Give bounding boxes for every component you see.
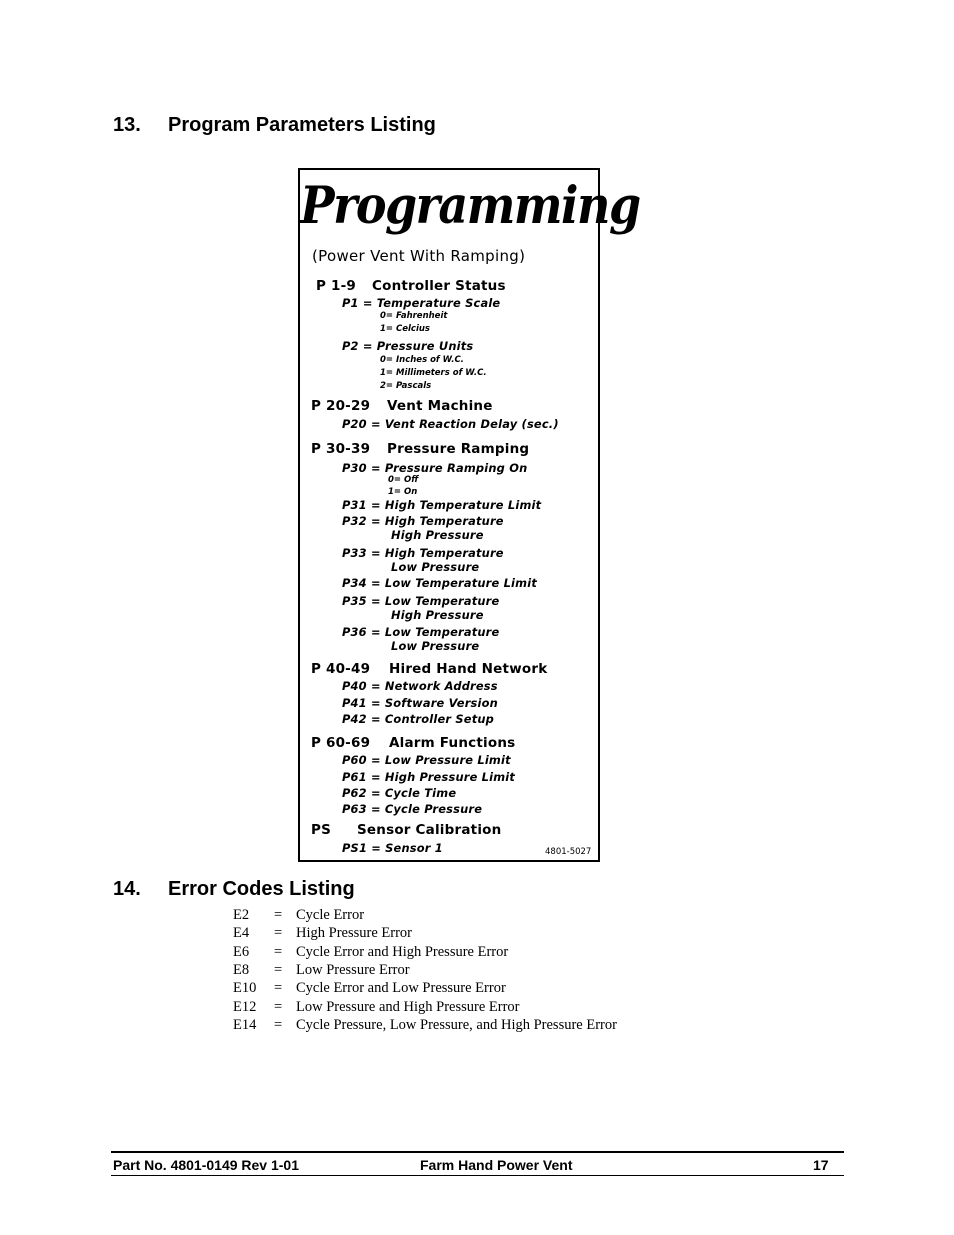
error-description: Cycle Error [296, 907, 365, 923]
group-alarm-functions [311, 735, 515, 751]
error-code: E6 [233, 944, 250, 960]
error-code: E2 [233, 907, 250, 923]
footer-part-number: Part No. 4801-0149 Rev 1-01 [113, 1157, 299, 1173]
param-p30: P30 = Pressure Ramping On [342, 461, 528, 475]
param-option: 1= Millimeters of W.C. [380, 368, 487, 378]
footer-product-name: Farm Hand Power Vent [420, 1157, 573, 1173]
card-title: Programming [300, 174, 640, 236]
error-code: E14 [233, 1017, 257, 1033]
section-number: 13. [113, 114, 141, 136]
param-continuation: High Pressure [391, 528, 484, 542]
section-13-heading [113, 114, 436, 137]
footer-page-number: 17 [813, 1157, 829, 1173]
param-option: 1= On [388, 487, 418, 497]
group-vent-machine [311, 398, 493, 414]
error-description: Low Pressure and High Pressure Error [296, 999, 520, 1015]
section-title: Program Parameters Listing [168, 114, 436, 136]
error-description: High Pressure Error [296, 925, 412, 941]
group-pressure-ramping [311, 441, 529, 457]
param-p61: P61 = High Pressure Limit [342, 770, 516, 784]
param-p41: P41 = Software Version [342, 696, 498, 710]
section-title: Error Codes Listing [168, 878, 355, 900]
param-option: 0= Off [388, 475, 419, 485]
equals-sign: = [274, 999, 283, 1015]
equals-sign: = [274, 962, 283, 978]
group-name: Pressure Ramping [387, 441, 530, 457]
param-p62: P62 = Cycle Time [342, 786, 457, 800]
group-code: P 20-29 [311, 398, 371, 414]
param-ps1: PS1 = Sensor 1 [342, 841, 443, 855]
section-14-heading [113, 878, 355, 901]
group-name: Vent Machine [387, 398, 493, 414]
param-p31: P31 = High Temperature Limit [342, 498, 542, 512]
equals-sign: = [274, 907, 283, 923]
param-option: 2= Pascals [380, 381, 432, 391]
group-hired-hand-network [311, 661, 547, 677]
label-part-number: 4801-5027 [545, 847, 592, 857]
equals-sign: = [274, 925, 283, 941]
param-p32: P32 = High Temperature [342, 514, 504, 528]
card-subtitle: (Power Vent With Ramping) [312, 247, 526, 265]
footer-rule-bottom [111, 1175, 844, 1176]
group-code: P 30-39 [311, 441, 371, 457]
param-p2: P2 = Pressure Units [342, 339, 474, 353]
param-continuation: Low Pressure [391, 639, 480, 653]
equals-sign: = [274, 944, 283, 960]
equals-sign: = [274, 980, 283, 996]
group-name: Hired Hand Network [389, 661, 548, 677]
section-number: 14. [113, 878, 141, 900]
equals-sign: = [274, 1017, 283, 1033]
group-sensor-calibration [311, 822, 501, 838]
param-p42: P42 = Controller Setup [342, 712, 495, 726]
param-p1: P1 = Temperature Scale [342, 296, 501, 310]
param-continuation: Low Pressure [391, 560, 480, 574]
param-option: 0= Fahrenheit [380, 311, 448, 321]
error-code: E12 [233, 999, 257, 1015]
group-name: Controller Status [372, 278, 506, 294]
param-p35: P35 = Low Temperature [342, 594, 500, 608]
param-p40: P40 = Network Address [342, 679, 498, 693]
group-code: PS [311, 822, 332, 838]
error-description: Cycle Error and Low Pressure Error [296, 980, 506, 996]
group-code: P 40-49 [311, 661, 371, 677]
param-p34: P34 = Low Temperature Limit [342, 576, 537, 590]
param-option: 0= Inches of W.C. [380, 355, 464, 365]
group-name: Sensor Calibration [357, 822, 502, 838]
group-controller-status [316, 278, 506, 294]
group-code: P 60-69 [311, 735, 371, 751]
param-p20: P20 = Vent Reaction Delay (sec.) [342, 417, 559, 431]
error-description: Cycle Pressure, Low Pressure, and High Pressure Error [296, 1017, 617, 1033]
error-description: Cycle Error and High Pressure Error [296, 944, 509, 960]
param-p33: P33 = High Temperature [342, 546, 504, 560]
error-code: E8 [233, 962, 250, 978]
group-name: Alarm Functions [389, 735, 516, 751]
param-p63: P63 = Cycle Pressure [342, 802, 483, 816]
param-option: 1= Celcius [380, 324, 430, 334]
error-code: E4 [233, 925, 250, 941]
param-p60: P60 = Low Pressure Limit [342, 753, 511, 767]
programming-label-card [298, 168, 640, 862]
error-description: Low Pressure Error [296, 962, 410, 978]
param-p36: P36 = Low Temperature [342, 625, 500, 639]
error-code: E10 [233, 980, 257, 996]
footer-rule-top [111, 1151, 844, 1153]
param-continuation: High Pressure [391, 608, 484, 622]
group-code: P 1-9 [316, 278, 356, 294]
